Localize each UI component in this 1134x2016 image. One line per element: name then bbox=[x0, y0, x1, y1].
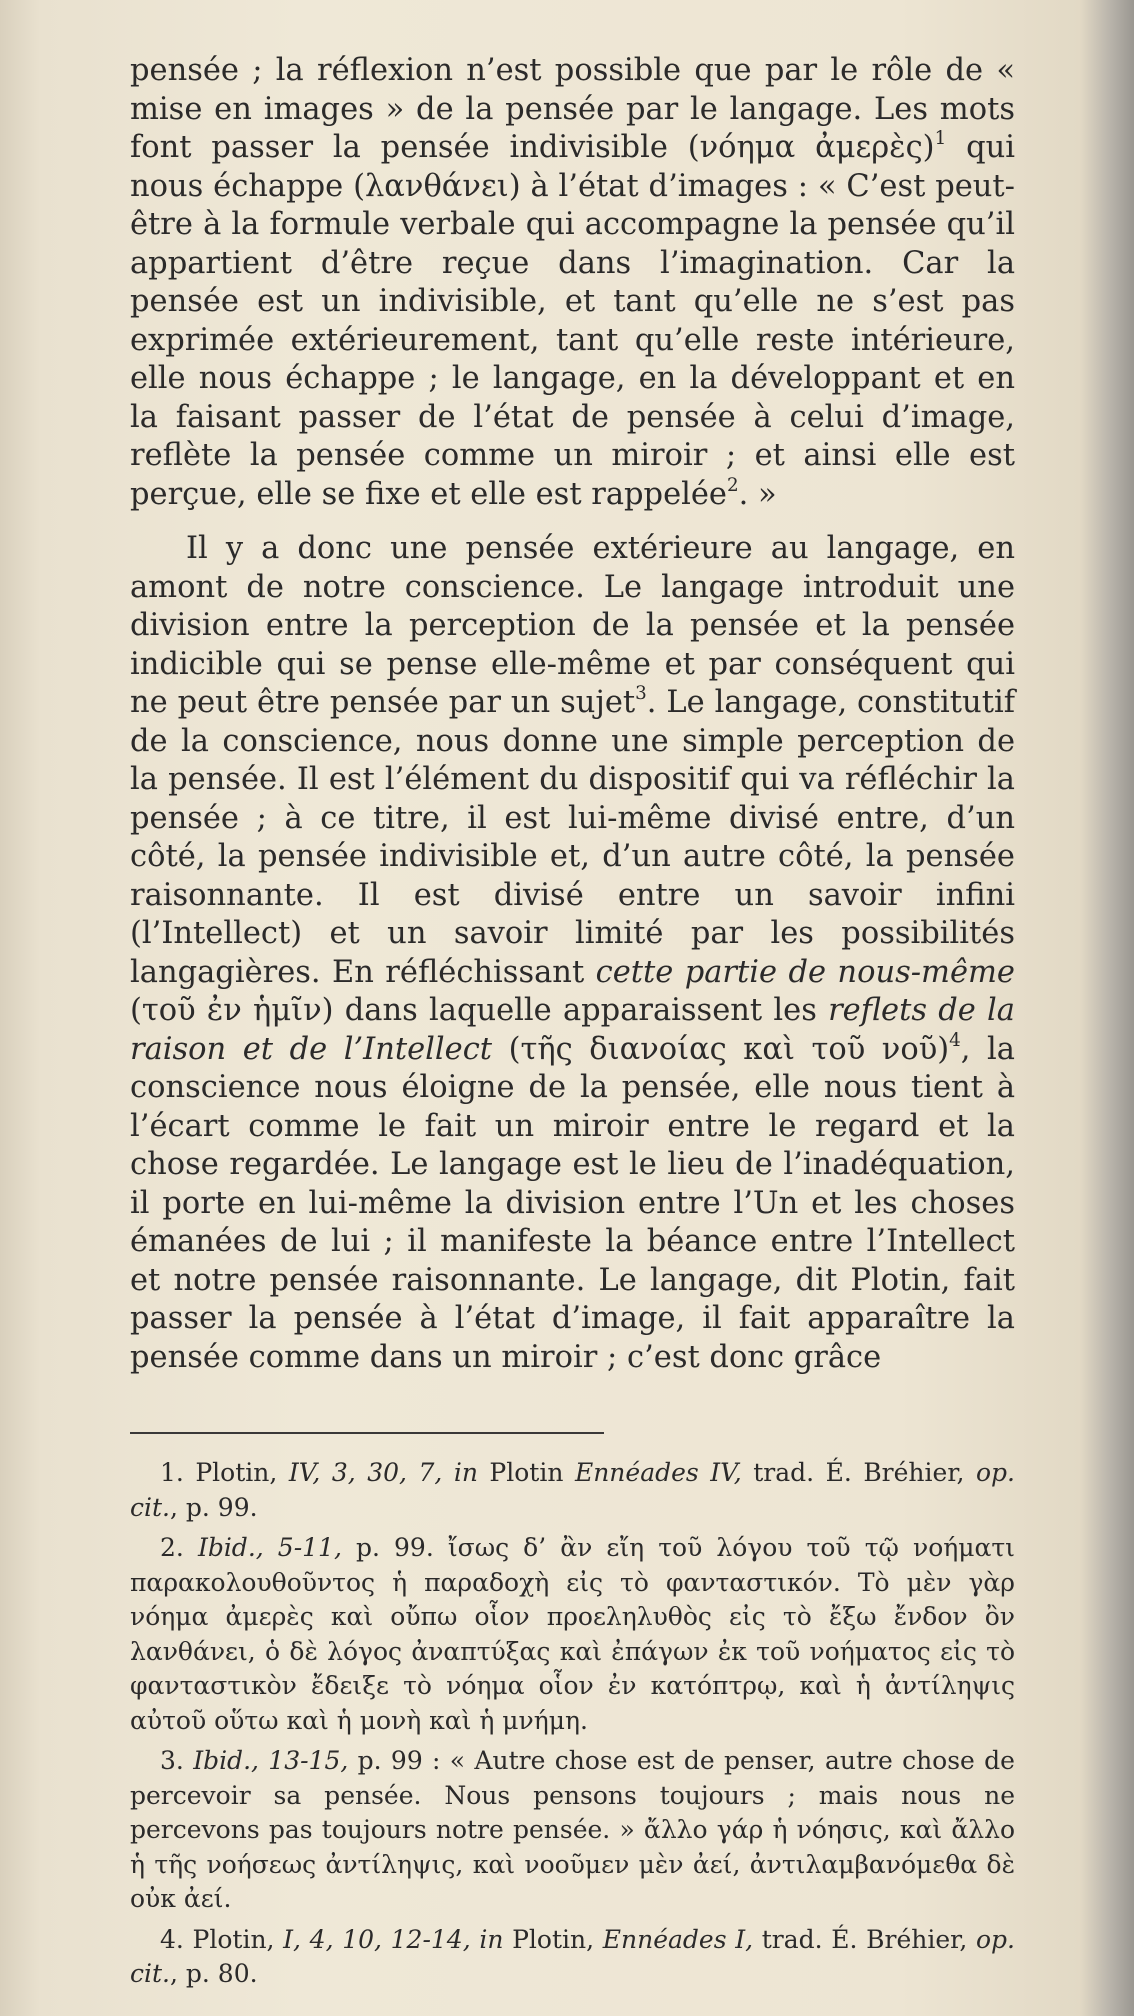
paragraph-1 bbox=[130, 52, 1015, 514]
footnote-separator bbox=[130, 1432, 604, 1434]
text-run: , p. 99. bbox=[170, 1492, 258, 1522]
text-run: Plotin, bbox=[503, 1924, 603, 1954]
text-run: trad. É. Bréhier, bbox=[753, 1924, 976, 1954]
text-run: trad. É. Bréhier, bbox=[741, 1458, 976, 1487]
text-run: . » bbox=[738, 476, 777, 512]
italic-run: Ibid., 5-11, bbox=[197, 1533, 342, 1562]
italic-run: I, 4, 10, 12-14, in bbox=[283, 1924, 504, 1954]
italic-run: cette partie de nous-même bbox=[595, 954, 1015, 990]
footnote-ref: 4 bbox=[949, 1029, 961, 1051]
text-run: qui nous échappe (λανθάνει) à l’état d’images : « C’est peut-être à la formule verbale qui accompagne la pensée qu’il appartient d’être reçue dans l’imagination. Car la pensée est un indivisible, et tant qu’elle ne s’est pas exprimée extérieurement, tant qu’elle reste intérieure, elle nous échappe ; le langage, en la développant et en la faisant passer de l’état de pensée à celui d’image, reflète la pensée comme un miroir ; et ainsi elle est perçue, elle se fixe et elle est rappelée bbox=[130, 130, 1015, 512]
footnote-ref: 1 bbox=[934, 128, 947, 150]
italic-run: Ennéades I, bbox=[602, 1924, 754, 1954]
text-run: Plotin bbox=[477, 1458, 575, 1487]
text-run: pensée ; la réflexion n’est possible que par le rôle de « mise en images » de la pensée par le langage. Les mots font passer la pensée indivisible (νόημα ἀμερὲς) bbox=[130, 53, 1015, 165]
footnote-ref: 2 bbox=[726, 474, 739, 496]
text-run: (τοῦ ἐν ἡμῖν) dans laquelle apparaissent les bbox=[130, 993, 829, 1028]
text-run: 4. Plotin, bbox=[160, 1924, 284, 1954]
text-run: p. 99 : « Autre chose est de penser, autre chose de percevoir sa pensée. Nous pensons toujours ; mais nous ne percevons pas toujours notre pensée. » ἄλλο γάρ ἡ νόησις, καὶ ἄλλο ἡ τῆς νοήσεως ἀντίληψις, καὶ νοοῦμεν μὲν ἀεί, ἀντιλαμβανόμεθα δὲ οὐκ ἀεί. bbox=[130, 1746, 1015, 1913]
main-text bbox=[130, 52, 1015, 1377]
text-run: , p. 80. bbox=[170, 1959, 258, 1988]
text-run: 2. bbox=[160, 1533, 198, 1562]
italic-run: Ibid., 13-15, bbox=[193, 1746, 349, 1775]
footnote-ref: 3 bbox=[635, 683, 647, 705]
footnote-1 bbox=[130, 1456, 1015, 1525]
italic-run: op. cit. bbox=[130, 1924, 1015, 1988]
text-run: 1. Plotin, bbox=[160, 1458, 289, 1487]
footnotes bbox=[130, 1456, 1015, 1998]
text-run: , la conscience nous éloigne de la pensée, elle nous tient à l’écart comme le fait un miroir entre le regard et la chose regardée. Le langage est le lieu de l’inadéquation, il porte en lui-même la division entre l’Un et les choses émanées de lui ; il manifeste la béance entre l’Intellect et notre pensée raisonnante. Le langage, dit Plotin, fait passer la pensée à l’état d’image, il fait apparaître la pensée comme dans un miroir ; c’est donc grâce bbox=[130, 1031, 1015, 1375]
paragraph-2 bbox=[130, 530, 1015, 1377]
text-run: . Le langage, constitutif de la conscience, nous donne une simple perception de la pensée. Il est l’élément du dispositif qui va réfléchir la pensée ; à ce titre, il est lui-même divisé entre, d’un côté, la pensée indivisible et, d’un autre côté, la pensée raisonnante. Il est divisé entre un savoir infini (l’Intellect) et un savoir limité par les possibilités langagières. En réfléchissant bbox=[130, 685, 1015, 990]
footnote-4 bbox=[130, 1923, 1015, 1992]
italic-run: reflets de la raison et de l’Intellect bbox=[130, 993, 1015, 1067]
footnote-3 bbox=[130, 1744, 1015, 1917]
italic-run: op. cit. bbox=[130, 1458, 1015, 1522]
text-run: (τῆς διανοίας καὶ τοῦ νοῦ) bbox=[492, 1031, 950, 1067]
italic-run: Ennéades IV, bbox=[574, 1458, 742, 1487]
footnote-2 bbox=[130, 1531, 1015, 1738]
text-run: 3. bbox=[160, 1746, 194, 1775]
text-run: Il y a donc une pensée extérieure au langage, en amont de notre conscience. Le langage introduit une division entre la perception de la pensée et la pensée indicible qui se pense elle-même et par conséquent qui ne peut être pensée par un sujet bbox=[130, 531, 1015, 720]
italic-run: IV, 3, 30, 7, in bbox=[288, 1458, 478, 1487]
text-run: p. 99. ἴσως δ’ ἂν εἴη τοῦ λόγου τοῦ τῷ νοήματι παρακολουθοῦντος ἡ παραδοχὴ εἰς τὸ φανταστικόν. Τὸ μὲν γὰρ νόημα ἀμερὲς καὶ οὔπω οἷον προεληλυθὸς εἰς τὸ ἔξω ἔνδον ὂν λανθάνει, ὁ δὲ λόγος ἀναπτύξας καὶ ἐπάγων ἐκ τοῦ νοήματος εἰς τὸ φανταστικὸν ἔδειξε τὸ νόημα οἷον ἐν κατόπτρῳ, καὶ ἡ ἀντίληψις αὐτοῦ οὕτω καὶ ἡ μονὴ καὶ ἡ μνήμη. bbox=[130, 1533, 1015, 1735]
